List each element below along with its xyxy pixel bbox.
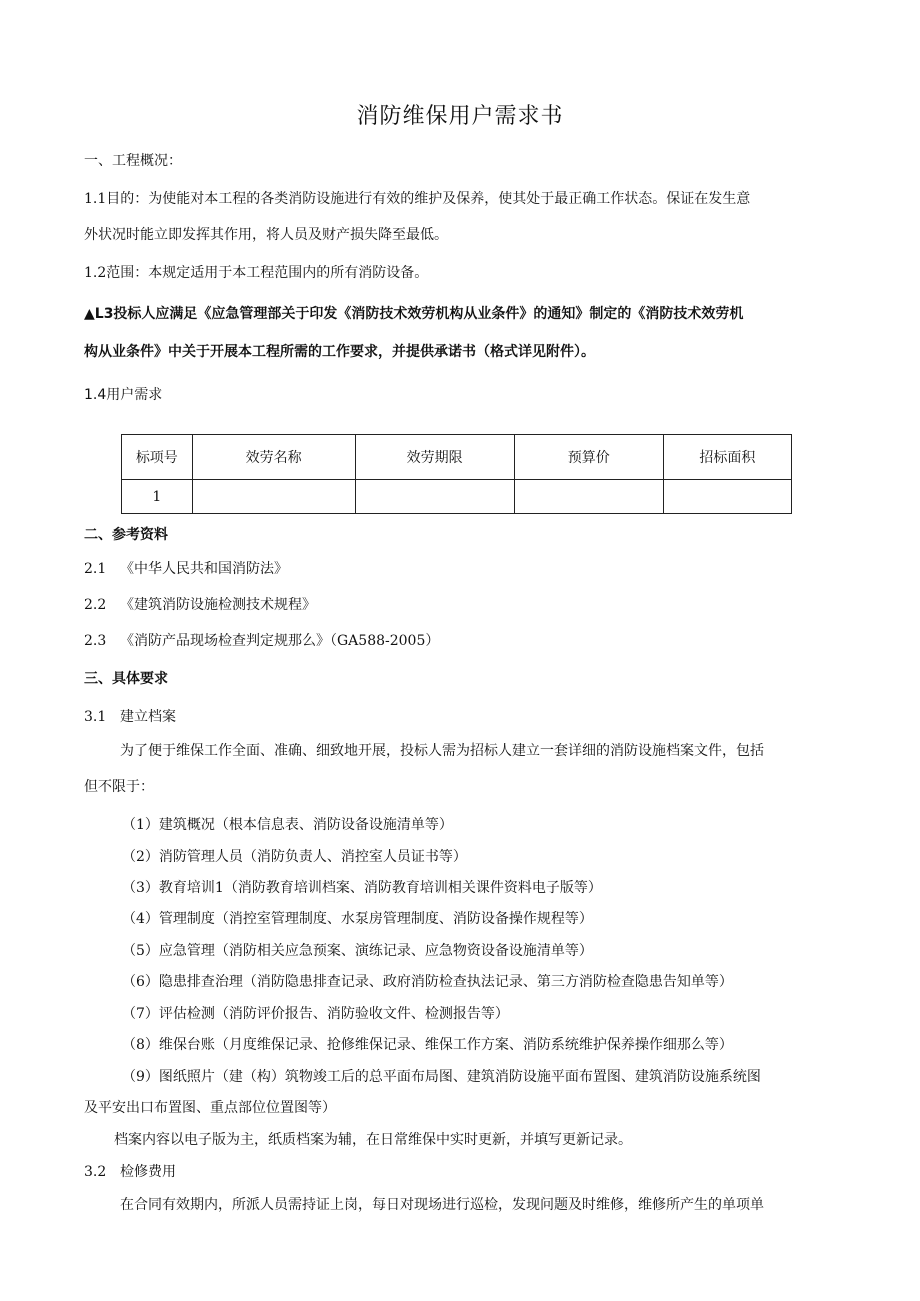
archive-list-item-continued: 及平安出口布置图、重点部位位置图等） bbox=[84, 1100, 336, 1116]
table-row bbox=[122, 480, 792, 514]
para-1-3-line1: ▲L3投标人应满足《应急管理部关于印发《消防技术效劳机构从业条件》的通知》制定的《消防技术效劳机 bbox=[84, 306, 744, 322]
subsection-number: 3.1 bbox=[84, 709, 107, 725]
archive-intro-line1: 为了便于维保工作全面、准确、细致地开展，投标人需为招标人建立一套详细的消防设施档案文件，包括 bbox=[120, 743, 764, 759]
table-cell bbox=[514, 480, 663, 514]
para-1-4: 1.4用户需求 bbox=[84, 387, 163, 403]
table-cell bbox=[355, 480, 514, 514]
archive-list-item: （1）建筑概况（根本信息表、消防设备设施清单等） bbox=[122, 817, 453, 833]
para-1-3-line2: 构从业条件》中关于开展本工程所需的工作要求，并提供承诺书（格式详见附件）。 bbox=[84, 344, 595, 360]
reference-text: 《消防产品现场检查判定规那么》（GA588-2005） bbox=[120, 633, 440, 649]
archive-list-item: （4）管理制度（消控室管理制度、水泵房管理制度、消防设备操作规程等） bbox=[122, 911, 593, 927]
subsection-number: 3.2 bbox=[84, 1164, 107, 1180]
reference-number: 2.3 bbox=[84, 633, 107, 649]
table-cell: 1 bbox=[122, 480, 193, 514]
document-title: 消防维保用户需求书 bbox=[356, 104, 564, 129]
section2-heading: 二、参考资料 bbox=[84, 527, 168, 543]
table-header-cell: 效劳期限 bbox=[355, 435, 514, 480]
reference-text: 《中华人民共和国消防法》 bbox=[120, 561, 288, 577]
para-1-1-line2: 外状况时能立即发挥其作用，将人员及财产损失降至最低。 bbox=[84, 227, 448, 243]
subsection-3-2 bbox=[84, 1163, 176, 1181]
archive-list-item: （9）图纸照片（建（构）筑物竣工后的总平面布局图、建筑消防设施平面布置图、建筑消防设施系统图 bbox=[122, 1069, 761, 1085]
subsection-title: 建立档案 bbox=[120, 709, 176, 725]
reference-number: 2.2 bbox=[84, 597, 107, 613]
archive-list-item: （3）教育培训1（消防教育培训档案、消防教育培训相关课件资料电子版等） bbox=[122, 880, 602, 896]
archive-list-item: （8）维保台账（月度维保记录、抢修维保记录、维保工作方案、消防系统维护保养操作细那么等） bbox=[122, 1037, 733, 1053]
archive-note: 档案内容以电子版为主，纸质档案为辅，在日常维保中实时更新，并填写更新记录。 bbox=[114, 1132, 632, 1148]
archive-list-item: （6）隐患排查治理（消防隐患排查记录、政府消防检查执法记录、第三方消防检查隐患告知单等） bbox=[122, 974, 733, 990]
para-1-1-line1: 1.1目的：为使能对本工程的各类消防设施进行有效的维护及保养，使其处于最正确工作状态。保证在发生意 bbox=[84, 191, 751, 207]
reference-item bbox=[84, 560, 288, 578]
maintenance-paragraph-line1: 在合同有效期内，所派人员需持证上岗，每日对现场进行巡检，发现问题及时维修，维修所产生的单项单 bbox=[120, 1197, 764, 1213]
table-header-cell: 招标面积 bbox=[663, 435, 791, 480]
reference-item bbox=[84, 596, 316, 614]
archive-intro-line2: 但不限于： bbox=[84, 779, 154, 795]
reference-item bbox=[84, 632, 439, 650]
requirements-table bbox=[121, 434, 792, 514]
table-cell bbox=[663, 480, 791, 514]
table-header-cell: 预算价 bbox=[514, 435, 663, 480]
archive-list-item: （5）应急管理（消防相关应急预案、演练记录、应急物资设备设施清单等） bbox=[122, 943, 593, 959]
archive-list-item: （7）评估检测（消防评价报告、消防验收文件、检测报告等） bbox=[122, 1006, 509, 1022]
table-header-cell: 标项号 bbox=[122, 435, 193, 480]
reference-number: 2.1 bbox=[84, 561, 107, 577]
archive-list-item: （2）消防管理人员（消防负责人、消控室人员证书等） bbox=[122, 849, 467, 865]
table-header-cell: 效劳名称 bbox=[192, 435, 355, 480]
subsection-title: 检修费用 bbox=[120, 1164, 176, 1180]
section3-heading: 三、具体要求 bbox=[84, 671, 168, 687]
subsection-3-1 bbox=[84, 708, 176, 726]
table-header-row bbox=[122, 435, 792, 480]
reference-text: 《建筑消防设施检测技术规程》 bbox=[120, 597, 316, 613]
para-1-2: 1.2范围：本规定适用于本工程范围内的所有消防设备。 bbox=[84, 265, 429, 281]
section1-heading: 一、工程概况： bbox=[84, 153, 182, 169]
table-cell bbox=[192, 480, 355, 514]
